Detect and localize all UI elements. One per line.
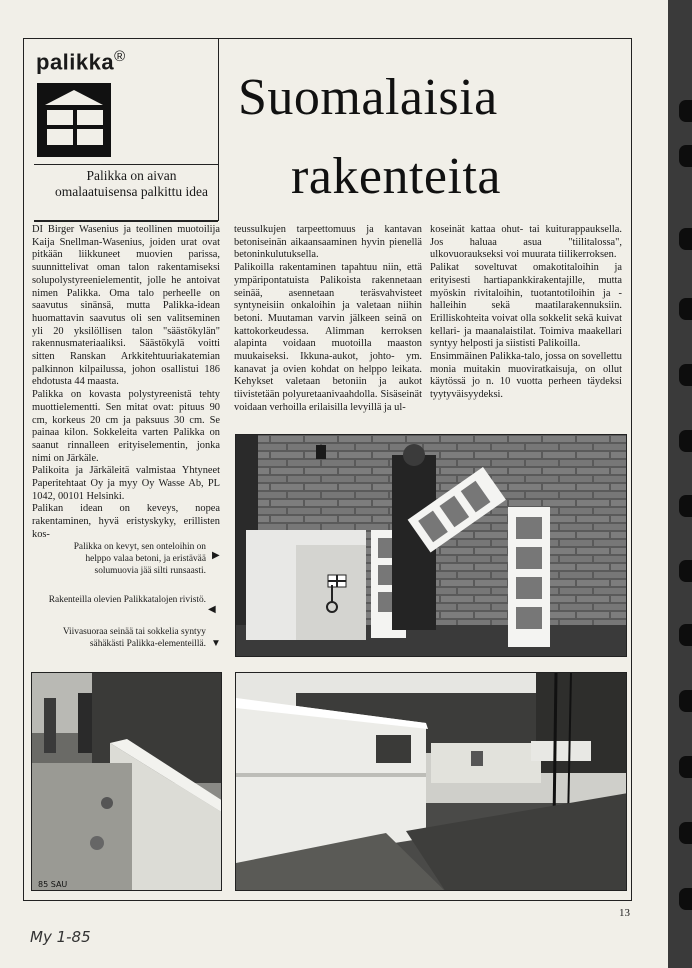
caption-arrow-left-icon: ◀ [208,604,216,615]
paragraph: Palikat soveltuvat omakotitaloihin ja erityisesti hartiapankkirakentajille, mutta myöskin rivitaloihin, tuotantotiloihin ja -halleihin sekä maatilarakennuksiin. Erilliskohteita voivat olla sokkelit sekä kuivat kellari- ja maanalaistilat. Toimiva maakellari syntyy helposti ja siististi Palikoilla. [430,262,622,350]
photo-row-of-houses [235,672,627,891]
headline-line-2: rakenteita [291,148,501,205]
binder-hole [679,624,692,646]
paragraph: Palikoilla rakentaminen tapahtuu niin, että ympäripontatuista Palikoista rakennetaan seinää, asennetaan teräsvahvisteet syntyneisiin onkaloihin ja valetaan niihin betoni. Muutaman varvin jälkeen seinä on kattokorkeudessa. Alimman kerroksen alapinta voidaan muotoilla maaston muukaiseksi. Ikkuna-aukot, johto- ym. kanavat ja ovien kohdat on helppo leikata. Kehykset valetaan betoniin ja aukot tiivistetään polyuretaanivaahdolla. Sisäseinät voidaan verhoilla erilaisilla levyillä ja ul- [234,262,422,413]
binder-hole [679,100,692,122]
binder-hole [679,228,692,250]
binder-hole [679,560,692,582]
tagline: Palikka on aivan omalaatuisensa palkittu idea [55,168,208,199]
binder-hole [679,888,692,910]
caption-arrow-down-icon: ▼ [211,638,221,649]
paragraph: Ensimmäinen Palikka-talo, jossa on sovellettu monia muitakin muoviratkaisuja, on ollut käytössä jo n. 10 vuotta perheen täydeksi tyytyväisyydeksi. [430,351,622,401]
headline-line-1: Suomalaisia [238,69,498,126]
paragraph: Palikan idean on keveys, nopea rakentaminen, hyvä eristyskyky, erillisten kos- [32,503,220,540]
photo-construction-wall [31,672,222,891]
divider [34,220,218,222]
photo-caption: Viivasuoraa seinää tai sokkelia syntyy sähäkästi Palikka-elementeillä. [62,627,206,649]
photo-caption: Palikka on kevyt, sen onteloihin on helppo valaa betoni, ja eristävää solumuovia jää silti runsaasti. [73,542,206,576]
binder-hole [679,298,692,320]
binder-hole [679,364,692,386]
paragraph: DI Birger Wasenius ja teollinen muotoilija Kaija Snellman-Wasenius, joiden urat ovat pitkään liikkuneet muovien parissa, suunnittelivat oman talon rakentamiseksi solupolystyreenielementit, jolle he antoivat nimen Palikka. Oma talo perheelle on saavutus sinänsä, mutta Palikka-idean huomattavin saavutus oli sen valitseminen yli 20 yksilöllisen talon "säästökylän" rakennusmateriaaliksi. Säästökylä voitti sitten Ranskan Arkkitehtuuriakatemian palkinnon kilpailussa, johon osallistui 186 ehdotusta 44 maasta. [32,224,220,388]
page-number: 13 [619,907,630,919]
divider [218,38,219,221]
divider [34,164,218,165]
binder-hole [679,690,692,712]
article-column-2 [234,224,422,415]
binder-hole [679,756,692,778]
binder-hole [679,495,692,517]
paragraph: koseinät kattaa ohut- tai kuiturappauksella. Jos haluaa asua "tiilitalossa", ulkovuoraukseksi voi muurata tiilikerroksen. [430,224,622,261]
photo-man-with-blocks [235,434,627,657]
paragraph: teussulkujen tarpeettomuus ja kantavan betoniseinän aikaansaaminen hyvin pienellä betoninkulutuksella. [234,224,422,261]
photo-caption: Rakenteilla olevien Palikkatalojen rivistö. [48,595,206,605]
binder-hole [679,822,692,844]
binder-hole [679,145,692,167]
brand-logo-text: palikka® [36,48,126,75]
article-column-1 [32,224,220,542]
handwritten-margin-note: My 1-85 [30,928,91,946]
paragraph: Palikoita ja Järkäleitä valmistaa Yhtyneet Paperitehtaat Oy ja myy Oy Wasse Ab, PL 1042, 00101 Helsinki. [32,465,220,502]
caption-arrow-right-icon: ▶ [212,550,220,561]
binder-hole [679,430,692,452]
paragraph: Palikka on kovasta polystyreenistä tehty muottielementti. Sen mitat ovat: pituus 90 cm, korkeus 20 cm ja paksuus 30 cm. Se painaa kilon. Sokkeleita varten Palikka on saanut rinnalleen erityiselementin, jonka nimi on Järkäle. [32,389,220,464]
palikka-house-logo-icon [37,83,111,157]
photo-handwritten-mark: 85 SAU [38,880,68,889]
article-column-3 [430,224,622,402]
